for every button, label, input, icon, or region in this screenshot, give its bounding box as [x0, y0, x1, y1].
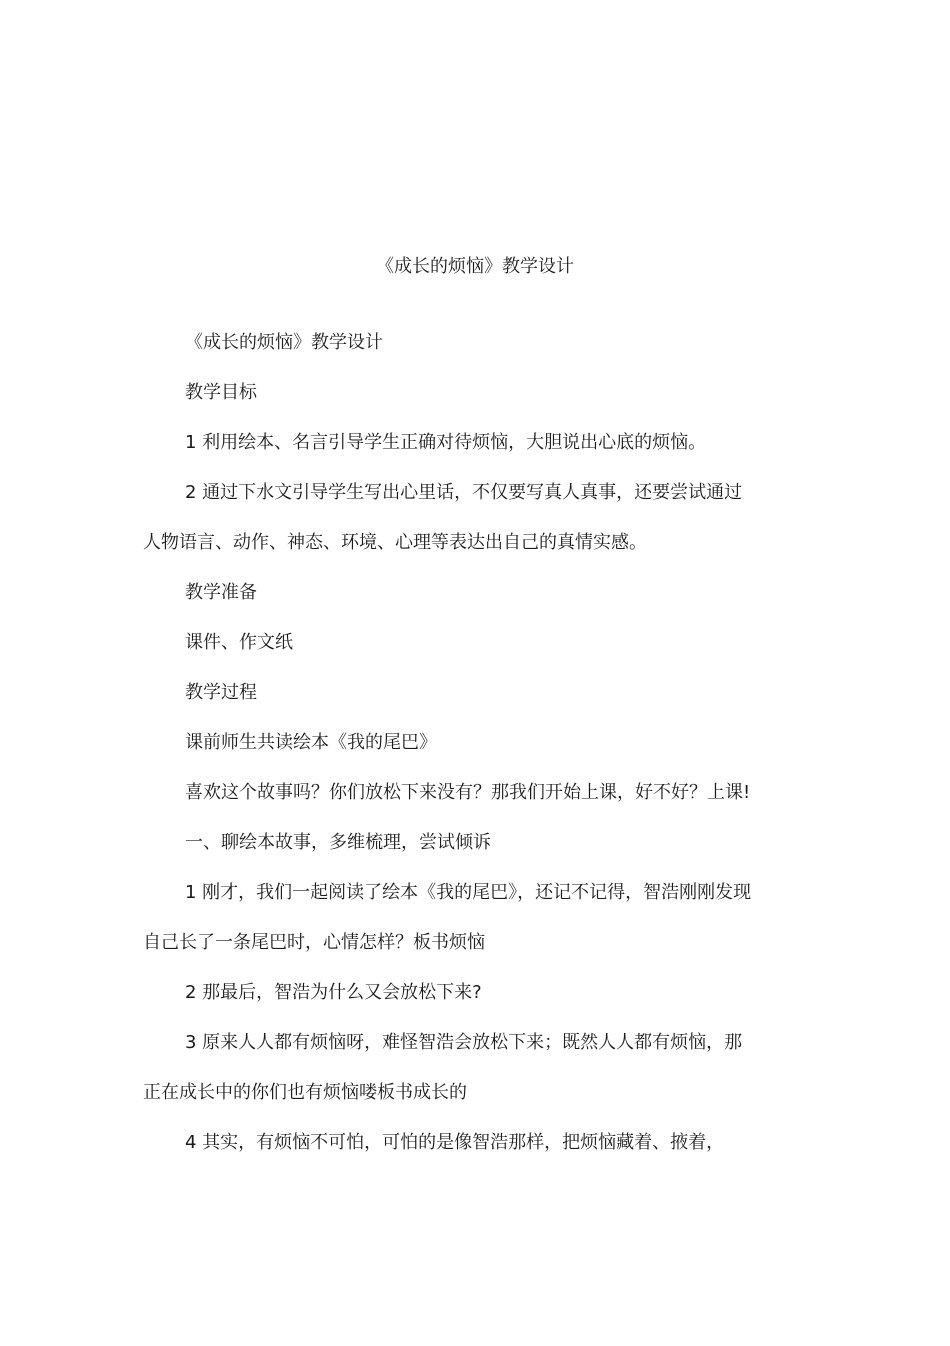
paragraph: 1 刚才，我们一起阅读了绘本《我的尾巴》，还记不记得，智浩刚刚发现自己长了一条尾巴时，心情怎样？板书烦恼 [143, 882, 752, 953]
paragraph: 2 通过下水文引导学生写出心里话，不仅要写真人真事，还要尝试通过人物语言、动作、神态、环境、心理等表达出自己的真情实感。 [143, 482, 743, 553]
section-heading-preparation: 教学准备 [185, 582, 257, 603]
document-body [143, 318, 755, 1168]
paragraph: 喜欢这个故事吗？你们放松下来没有？那我们开始上课，好不好？上课! [185, 782, 751, 803]
paragraph: 课前师生共读绘本《我的尾巴》 [185, 732, 437, 753]
paragraph: 2 那最后，智浩为什么又会放松下来? [185, 982, 482, 1003]
section-heading-goals: 教学目标 [185, 382, 257, 403]
paragraph: 课件、作文纸 [185, 632, 293, 653]
paragraph: 3 原来人人都有烦恼呀，难怪智浩会放松下来；既然人人都有烦恼，那正在成长中的你们也有烦恼喽板书成长的 [143, 1032, 743, 1103]
paragraph: 1 利用绘本、名言引导学生正确对待烦恼，大胆说出心底的烦恼。 [185, 432, 707, 453]
document-title: 《成长的烦恼》教学设计 [376, 256, 574, 277]
subsection-heading: 一、聊绘本故事，多维梳理，尝试倾诉 [185, 832, 491, 853]
section-heading-process: 教学过程 [185, 682, 257, 703]
paragraph: 4 其实，有烦恼不可怕，可怕的是像智浩那样，把烦恼藏着、掖着， [185, 1132, 725, 1153]
body-heading: 《成长的烦恼》教学设计 [185, 332, 383, 353]
